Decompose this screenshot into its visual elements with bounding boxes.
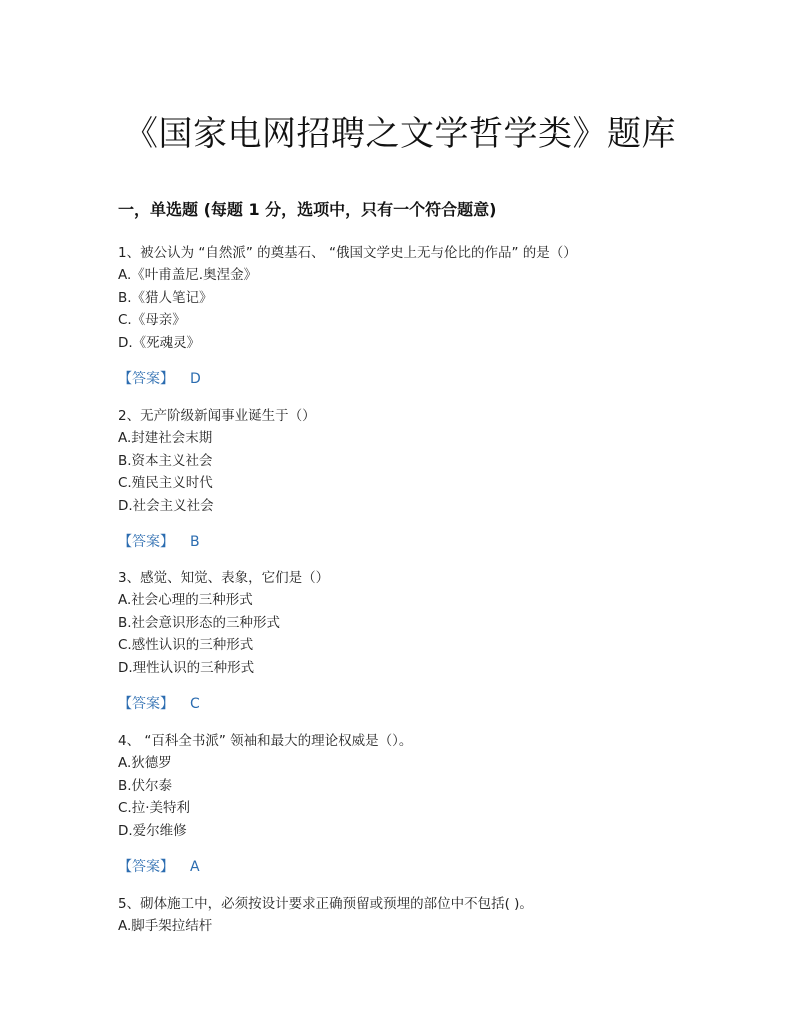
option-c: C.殖民主义时代 (118, 475, 213, 491)
question-stem: 5、砌体施工中，必须按设计要求正确预留或预埋的部位中不包括( )。 (118, 896, 533, 912)
answer-value: A (190, 859, 200, 875)
answer-line (118, 531, 718, 551)
question-2 (118, 405, 718, 551)
answer-line (118, 856, 718, 876)
option-a: A.狄德罗 (118, 755, 172, 771)
option-c: C.拉·美特利 (118, 800, 191, 816)
answer-label: 【答案】 (118, 859, 174, 875)
answer-value: D (190, 371, 201, 387)
option-b: B.社会意识形态的三种形式 (118, 614, 281, 631)
question-4 (118, 730, 718, 876)
answer-line (118, 368, 718, 388)
option-a: A.《叶甫盖尼.奥涅金》 (118, 267, 258, 283)
option-c: C.《母亲》 (118, 312, 186, 328)
option-c: C.感性认识的三种形式 (118, 637, 254, 653)
option-d: D.社会主义社会 (118, 497, 214, 514)
question-stem: 3、感觉、知觉、表象，它们是（） (118, 570, 330, 586)
option-d: D.理性认识的三种形式 (118, 659, 255, 676)
option-a: A.脚手架拉结杆 (118, 918, 213, 934)
option-b: B.伏尔泰 (118, 777, 173, 794)
option-d: D.《死魂灵》 (118, 334, 201, 351)
question-3 (118, 567, 718, 713)
answer-value: B (190, 534, 200, 550)
document-title: 《国家电网招聘之文学哲学类》题库 (124, 114, 676, 154)
answer-line (118, 693, 718, 713)
option-b: B.资本主义社会 (118, 452, 213, 469)
section-heading: 一，单选题 (每题 1 分，选项中，只有一个符合题意) (118, 200, 497, 219)
option-b: B.《猎人笔记》 (118, 289, 213, 306)
question-5 (118, 893, 718, 938)
answer-value: C (190, 696, 200, 712)
option-d: D.爱尔维修 (118, 822, 187, 839)
answer-label: 【答案】 (118, 371, 174, 387)
question-stem: 1、被公认为 “自然派” 的奠基石、 “俄国文学史上无与伦比的作品” 的是（） (118, 245, 577, 261)
question-stem: 4、 “百科全书派” 领袖和最大的理论权威是（）。 (118, 733, 413, 749)
option-a: A.封建社会末期 (118, 430, 213, 446)
option-a: A.社会心理的三种形式 (118, 592, 253, 608)
answer-label: 【答案】 (118, 696, 174, 712)
answer-label: 【答案】 (118, 534, 174, 550)
question-stem: 2、无产阶级新闻事业诞生于（） (118, 408, 316, 424)
question-1 (118, 242, 718, 388)
